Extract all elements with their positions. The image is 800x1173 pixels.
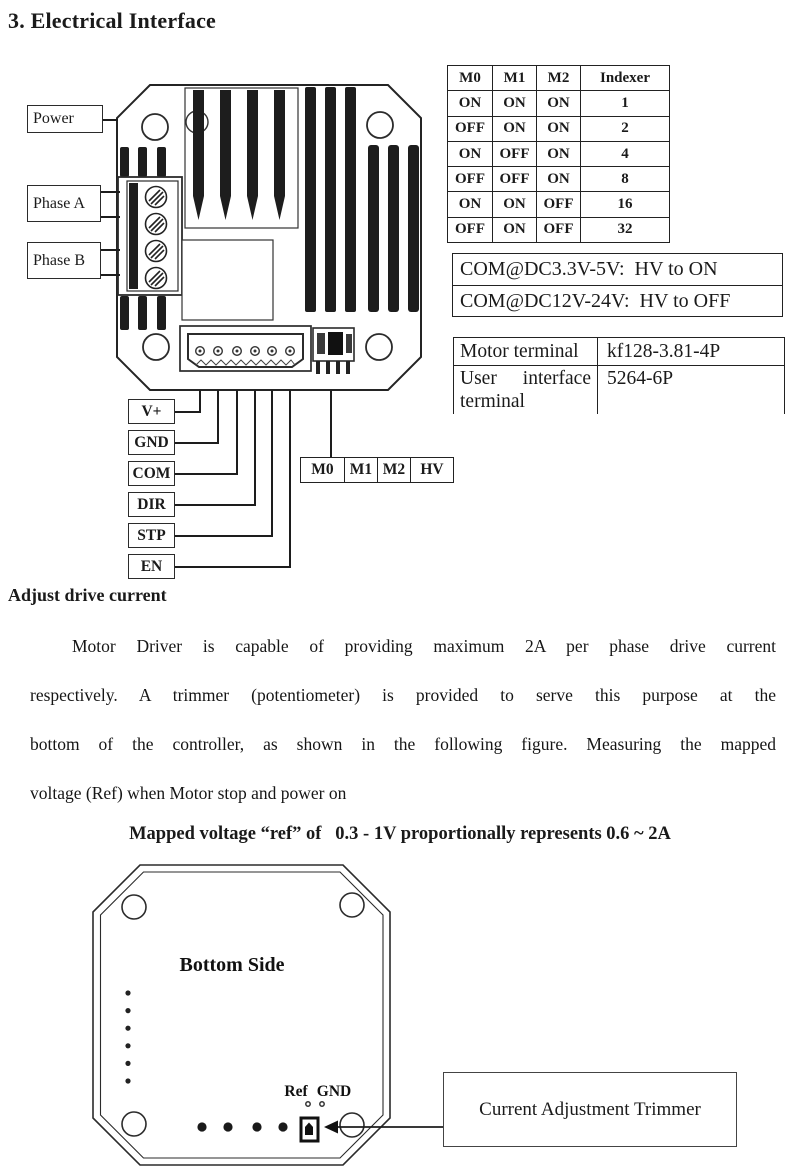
pin-label-vplus: V+ [128, 399, 175, 424]
indexer-table-header-cell: Indexer [581, 66, 670, 91]
terminal-table [453, 337, 785, 414]
indexer-cell: ON [493, 192, 537, 217]
terminal-table-label: Motor terminal [454, 338, 598, 366]
indexer-cell: OFF [448, 117, 493, 142]
terminal-table-value: kf128-3.81-4P [598, 338, 784, 366]
body-paragraph [30, 622, 776, 818]
indexer-cell: OFF [537, 192, 581, 217]
terminal-table-value: 5264-6P [607, 368, 674, 389]
indexer-cell: 32 [581, 218, 670, 243]
com-voltage-row: COM@DC3.3V-5V: HV to ON [460, 258, 718, 280]
pin-label-gnd: GND [128, 430, 175, 455]
indexer-cell: ON [448, 192, 493, 217]
pin-label-com: COM [128, 461, 175, 486]
phase-a-label: Phase A [33, 194, 85, 212]
mode-pin-strip [300, 457, 454, 483]
mode-pin-m1: M1 [344, 458, 377, 482]
paragraph-line: voltage (Ref) when Motor stop and power on [30, 783, 347, 803]
component-area [182, 240, 273, 320]
indexer-cell: ON [493, 117, 537, 142]
indexer-cell: ON [537, 142, 581, 167]
pin-label-en: EN [128, 554, 175, 579]
dir-wire [175, 390, 255, 505]
trimmer-callout-box [443, 1072, 737, 1147]
screw-terminal [146, 268, 167, 289]
mode-pin-m0: M0 [311, 461, 334, 478]
pin-label-dir: DIR [128, 492, 175, 517]
mounting-hole [122, 895, 146, 919]
indexer-cell: 8 [581, 167, 670, 192]
paragraph-line: Motor Driver is capable of providing maximum 2A per phase drive current [72, 636, 776, 656]
indexer-cell: OFF [493, 167, 537, 192]
current-adjustment-trimmer[interactable] [301, 1118, 319, 1143]
indexer-cell: ON [537, 167, 581, 192]
mounting-hole [340, 1113, 364, 1137]
com-voltage-row: COM@DC12V-24V: HV to OFF [453, 285, 782, 316]
bottom-side-label: Bottom Side [179, 954, 285, 976]
mapped-voltage-heading: Mapped voltage “ref” of 0.3 - 1V proportionally represents 0.6 ~ 2A [129, 824, 671, 844]
indexer-cell: OFF [537, 218, 581, 243]
mounting-hole [367, 112, 393, 138]
com-voltage-table [452, 253, 783, 317]
indexer-cell: ON [537, 91, 581, 116]
indexer-cell: 4 [581, 142, 670, 167]
adjust-drive-current-heading: Adjust drive current [8, 585, 167, 605]
indexer-table [447, 65, 670, 243]
phase-b-label: Phase B [33, 251, 85, 269]
mounting-hole [366, 334, 392, 360]
indexer-cell: 16 [581, 192, 670, 217]
mounting-hole [340, 893, 364, 917]
indexer-cell: ON [448, 91, 493, 116]
indexer-table-header-cell: M1 [493, 66, 537, 91]
pin-label-stp: STP [128, 523, 175, 548]
vplus-wire [175, 390, 200, 412]
indexer-cell: ON [537, 117, 581, 142]
mounting-hole [122, 1112, 146, 1136]
mounting-hole [143, 334, 169, 360]
screw-terminal [146, 241, 167, 262]
terminal-table-label: User interface terminal [454, 366, 598, 414]
com-wire [175, 390, 237, 474]
screw-terminal [146, 214, 167, 235]
screw-terminal [146, 187, 167, 208]
indexer-table-header-cell: M2 [537, 66, 581, 91]
indexer-table-header-cell: M0 [448, 66, 493, 91]
power-label: Power [33, 110, 74, 127]
power-label-box [27, 105, 103, 133]
mounting-hole [142, 114, 168, 140]
mode-pin-hv: HV [410, 458, 453, 482]
gnd-label: GND [316, 1083, 352, 1100]
indexer-cell: OFF [493, 142, 537, 167]
paragraph-line: bottom of the controller, as shown in the following figure. Measuring the mapped [30, 734, 776, 754]
indexer-cell: OFF [448, 218, 493, 243]
indexer-cell: ON [448, 142, 493, 167]
indexer-cell: OFF [448, 167, 493, 192]
mode-pin-m2: M2 [377, 458, 410, 482]
trimmer-callout-label: Current Adjustment Trimmer [479, 1098, 701, 1120]
indexer-cell: 1 [581, 91, 670, 116]
six-pin-connector [180, 326, 311, 371]
ref-label: Ref [284, 1083, 308, 1100]
terminal-block [118, 177, 182, 295]
page-title: 3. Electrical Interface [8, 8, 217, 33]
gnd-wire [175, 390, 218, 443]
top-fin-inset [185, 88, 298, 228]
indexer-cell: ON [493, 218, 537, 243]
indexer-cell: 2 [581, 117, 670, 142]
indexer-cell: ON [493, 91, 537, 116]
paragraph-line: respectively. A trimmer (potentiometer) is provided to serve this purpose at the [30, 685, 776, 705]
phase-a-label-box [27, 185, 101, 222]
phase-b-label-box [27, 242, 101, 279]
